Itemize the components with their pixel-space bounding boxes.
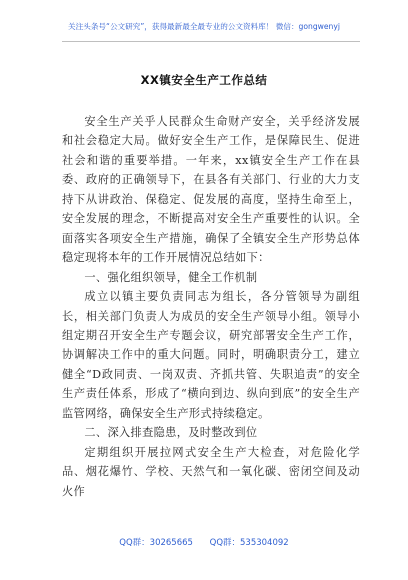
footer-qq-group-1: QQ群：30265665 [119,538,193,548]
paragraph-section-2: 定期组织开展拉网式安全生产大检查，对危险化学品、烟花爆竹、学校、天然气和一氧化碳、密闭空间及动火作 [62,445,360,498]
section-heading-2: 二、深入排查隐患，及时整改到位 [84,426,258,440]
document-title: XX镇安全生产工作总结 [140,73,268,87]
footer-qq-group-2: QQ群：535304092 [209,538,289,548]
header-divider [62,41,360,42]
document-body [62,112,360,501]
section-heading-1: 一、强化组织领导，健全工作机制 [84,270,258,284]
paragraph-intro: 安全生产关乎人民群众生命财产安全，关乎经济发展和社会稳定大局。做好安全生产工作，是保障民生、促进社会和谐的重要举措。一年来，xx镇安全生产工作在县委、政府的正确领导下，在县各有关部门、行业的大力支持下从讲政治、保稳定、促发展的高度，坚持生命至上，安全发展的理念，不断提高对安全生产重要性的认识。全面落实各项安全生产措施，确保了全镇安全生产形势总体稳定现将本年的工作开展情况总结如下： [62,115,360,265]
paragraph-section-1: 成立以镇主要负责同志为组长，各分管领导为副组长，相关部门负责人为成员的安全生产领导小组。领导小组定期召开安全生产专题会议，研究部署安全生产工作，协调解决工作中的重大问题。同时，明确职责分工，建立健全“D政同责、一岗双责、齐抓共管、失职追责”的安全生产责任体系，形成了“横向到边、纵向到底”的安全生产监管网络，确保安全生产形式持续稳定。 [62,290,360,420]
footer-contacts [0,536,408,548]
promo-banner: 关注头条号“公文研究”，获得最新最全最专业的公文资料库！ 微信：gongwenyj [68,22,340,31]
